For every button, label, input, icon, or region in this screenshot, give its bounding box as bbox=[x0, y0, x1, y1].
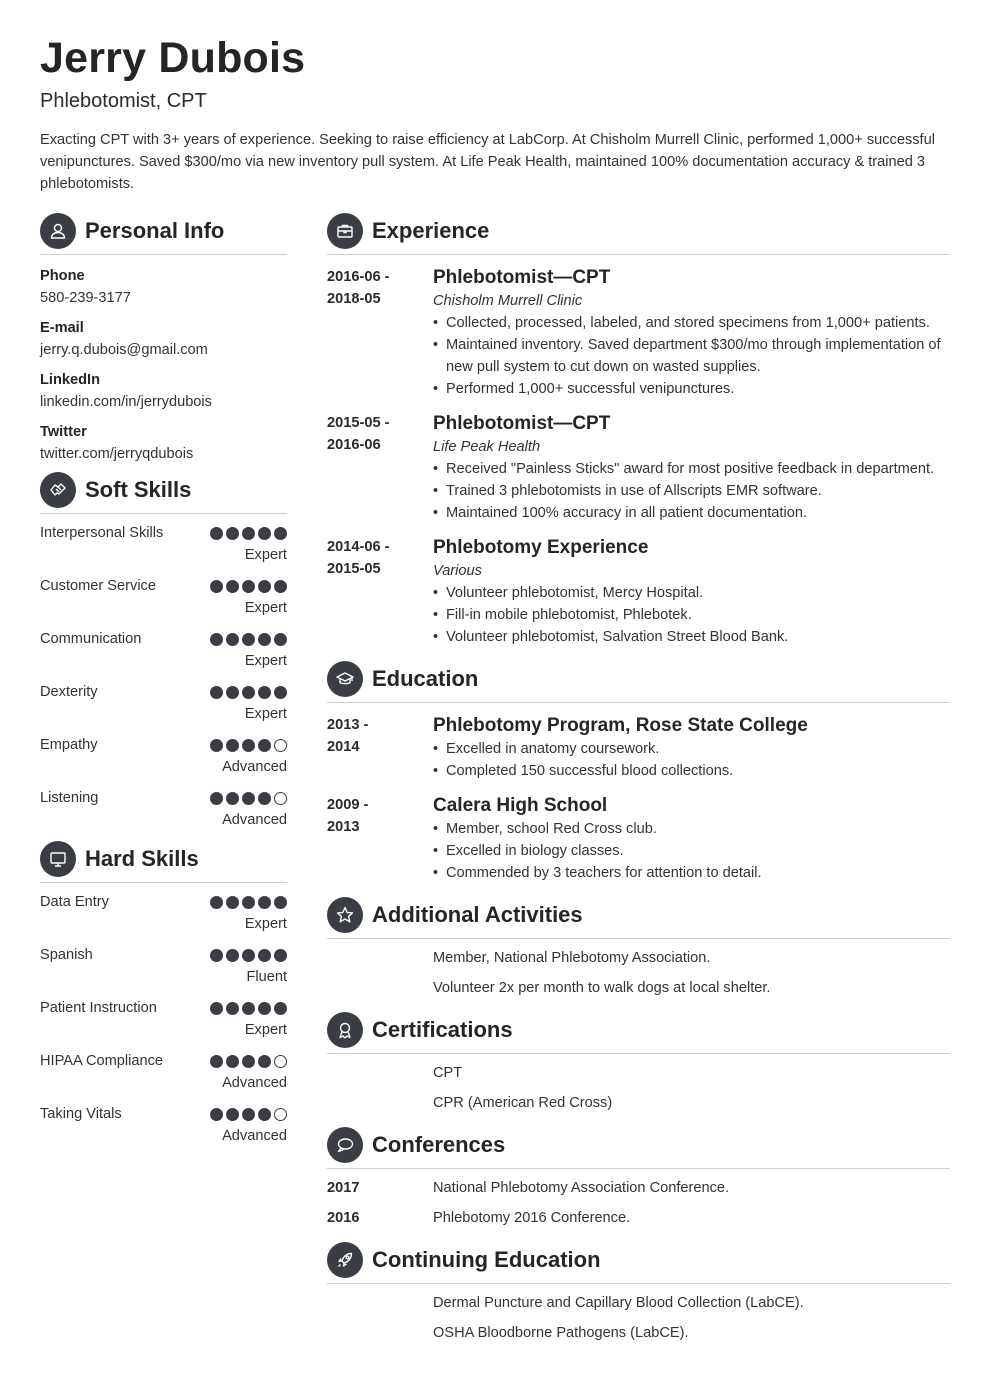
bullet-list bbox=[433, 312, 950, 400]
skill-item bbox=[40, 575, 287, 619]
filled-dot-icon bbox=[258, 739, 271, 752]
date-end: 2013 bbox=[327, 819, 360, 835]
skill-name: Listening bbox=[40, 790, 99, 806]
filled-dot-icon bbox=[258, 1055, 271, 1068]
filled-dot-icon bbox=[242, 1108, 255, 1121]
entry-organization: Life Peak Health bbox=[433, 439, 541, 455]
skill-item bbox=[40, 681, 287, 725]
education-header bbox=[327, 660, 950, 703]
skill-item bbox=[40, 997, 287, 1041]
experience-header bbox=[327, 212, 950, 255]
left-column bbox=[40, 212, 287, 1156]
conference-year: 2016 bbox=[327, 1210, 360, 1226]
filled-dot-icon bbox=[226, 792, 239, 805]
entry-title: Calera High School bbox=[433, 795, 608, 816]
continuing-education-title: Continuing Education bbox=[372, 1247, 601, 1272]
list-item bbox=[327, 1322, 950, 1344]
skill-level: Expert bbox=[244, 653, 287, 669]
conference-text: National Phlebotomy Association Conference. bbox=[433, 1180, 730, 1196]
activities-title: Additional Activities bbox=[372, 902, 583, 927]
skill-item bbox=[40, 628, 287, 672]
filled-dot-icon bbox=[210, 686, 223, 699]
conference-text: Phlebotomy 2016 Conference. bbox=[433, 1210, 631, 1226]
certifications-header bbox=[327, 1011, 950, 1054]
twitter-value: twitter.com/jerryqdubois bbox=[40, 446, 194, 462]
bullet-list bbox=[433, 818, 950, 884]
filled-dot-icon bbox=[274, 580, 287, 593]
skill-item bbox=[40, 1103, 287, 1147]
bullet-list bbox=[433, 738, 950, 782]
skill-level: Fluent bbox=[246, 969, 287, 985]
filled-dot-icon bbox=[226, 949, 239, 962]
skill-level: Expert bbox=[244, 547, 287, 563]
filled-dot-icon bbox=[210, 949, 223, 962]
entry-body bbox=[433, 536, 950, 648]
skill-item bbox=[40, 891, 287, 935]
empty-dot-icon bbox=[274, 739, 287, 752]
entry-body bbox=[433, 714, 950, 782]
activities-header bbox=[327, 896, 950, 939]
skill-rating bbox=[210, 739, 287, 752]
skill-name: Dexterity bbox=[40, 684, 98, 700]
filled-dot-icon bbox=[226, 896, 239, 909]
empty-dot-icon bbox=[274, 1055, 287, 1068]
skill-name: Taking Vitals bbox=[40, 1106, 122, 1122]
filled-dot-icon bbox=[242, 1055, 255, 1068]
empty-dot-icon bbox=[274, 1108, 287, 1121]
activities-list bbox=[327, 947, 950, 999]
certification-text: CPT bbox=[433, 1065, 463, 1081]
resume-name: Jerry Dubois bbox=[40, 34, 306, 82]
briefcase-icon bbox=[327, 213, 363, 249]
filled-dot-icon bbox=[242, 739, 255, 752]
list-item bbox=[327, 1207, 950, 1229]
filled-dot-icon bbox=[274, 686, 287, 699]
filled-dot-icon bbox=[242, 792, 255, 805]
filled-dot-icon bbox=[210, 527, 223, 540]
filled-dot-icon bbox=[258, 1002, 271, 1015]
filled-dot-icon bbox=[242, 1002, 255, 1015]
conferences-list bbox=[327, 1177, 950, 1229]
list-item bbox=[327, 1292, 950, 1314]
date-start: 2013 - bbox=[327, 717, 369, 733]
phone-label: Phone bbox=[40, 268, 85, 284]
education-list bbox=[327, 714, 950, 884]
filled-dot-icon bbox=[242, 527, 255, 540]
filled-dot-icon bbox=[226, 1055, 239, 1068]
skill-rating bbox=[210, 580, 287, 593]
monitor-icon bbox=[40, 841, 76, 877]
bullet-item: • Excelled in anatomy coursework. bbox=[433, 738, 950, 760]
filled-dot-icon bbox=[226, 580, 239, 593]
conference-year: 2017 bbox=[327, 1180, 360, 1196]
continuing-education-list bbox=[327, 1292, 950, 1344]
date-start: 2016-06 - bbox=[327, 269, 390, 285]
filled-dot-icon bbox=[258, 527, 271, 540]
linkedin-value: linkedin.com/in/jerrydubois bbox=[40, 394, 212, 410]
bullet-item: • Completed 150 successful blood collections. bbox=[433, 760, 950, 782]
soft-skills-header bbox=[40, 471, 287, 514]
certifications-list bbox=[327, 1062, 950, 1114]
skill-level: Expert bbox=[244, 916, 287, 932]
email-value: jerry.q.dubois@gmail.com bbox=[40, 342, 208, 358]
bullet-item: • Performed 1,000+ successful venipunctures. bbox=[433, 378, 950, 400]
date-end: 2018-05 bbox=[327, 291, 381, 307]
hard-skills-title: Hard Skills bbox=[85, 846, 199, 871]
filled-dot-icon bbox=[258, 686, 271, 699]
skill-name: Communication bbox=[40, 631, 142, 647]
skill-rating bbox=[210, 633, 287, 646]
skill-rating bbox=[210, 686, 287, 699]
skill-name: Spanish bbox=[40, 947, 93, 963]
hard-skills-header bbox=[40, 840, 287, 883]
filled-dot-icon bbox=[274, 527, 287, 540]
list-item bbox=[327, 1092, 950, 1114]
twitter-label: Twitter bbox=[40, 424, 87, 440]
soft-skills-title: Soft Skills bbox=[85, 477, 192, 502]
bullet-item: • Excelled in biology classes. bbox=[433, 840, 950, 862]
empty-dot-icon bbox=[274, 792, 287, 805]
bullet-list bbox=[433, 582, 950, 648]
star-icon bbox=[327, 897, 363, 933]
filled-dot-icon bbox=[226, 1108, 239, 1121]
experience-entry bbox=[327, 412, 950, 524]
experience-list bbox=[327, 266, 950, 648]
linkedin-label: LinkedIn bbox=[40, 372, 100, 388]
filled-dot-icon bbox=[274, 1002, 287, 1015]
personal-info-title: Personal Info bbox=[85, 218, 225, 243]
entry-organization: Chisholm Murrell Clinic bbox=[433, 293, 583, 309]
filled-dot-icon bbox=[274, 949, 287, 962]
filled-dot-icon bbox=[274, 633, 287, 646]
skill-name: Empathy bbox=[40, 737, 98, 753]
skill-level: Advanced bbox=[222, 759, 287, 775]
entry-body bbox=[433, 794, 950, 884]
skill-rating bbox=[210, 527, 287, 540]
continuing-education-header bbox=[327, 1241, 950, 1284]
filled-dot-icon bbox=[210, 792, 223, 805]
bullet-item: • Trained 3 phlebotomists in use of Allscripts EMR software. bbox=[433, 480, 950, 502]
education-entry bbox=[327, 714, 950, 782]
bullet-item: • Received "Painless Sticks" award for most positive feedback in department. bbox=[433, 458, 950, 480]
activity-text: Member, National Phlebotomy Association. bbox=[433, 950, 711, 966]
list-item bbox=[327, 977, 950, 999]
date-end: 2016-06 bbox=[327, 437, 381, 453]
date-start: 2015-05 - bbox=[327, 415, 390, 431]
hard-skills-list bbox=[40, 891, 287, 1147]
filled-dot-icon bbox=[226, 1002, 239, 1015]
date-range bbox=[327, 714, 433, 782]
skill-level: Advanced bbox=[222, 812, 287, 828]
bullet-item: • Volunteer phlebotomist, Salvation Street Blood Bank. bbox=[433, 626, 950, 648]
skill-item bbox=[40, 787, 287, 831]
phone-value: 580-239-3177 bbox=[40, 290, 131, 306]
bullet-item: • Maintained 100% accuracy in all patient documentation. bbox=[433, 502, 950, 524]
filled-dot-icon bbox=[210, 1055, 223, 1068]
filled-dot-icon bbox=[226, 739, 239, 752]
conferences-header bbox=[327, 1126, 950, 1169]
certifications-title: Certifications bbox=[372, 1017, 513, 1042]
skill-level: Advanced bbox=[222, 1128, 287, 1144]
experience-entry bbox=[327, 536, 950, 648]
filled-dot-icon bbox=[258, 1108, 271, 1121]
education-title: Education bbox=[372, 666, 479, 691]
filled-dot-icon bbox=[242, 896, 255, 909]
date-range bbox=[327, 536, 433, 648]
personal-info-header bbox=[40, 212, 287, 255]
filled-dot-icon bbox=[242, 633, 255, 646]
rocket-icon bbox=[327, 1242, 363, 1278]
filled-dot-icon bbox=[258, 792, 271, 805]
conferences-title: Conferences bbox=[372, 1132, 506, 1157]
filled-dot-icon bbox=[210, 896, 223, 909]
skill-name: Interpersonal Skills bbox=[40, 525, 164, 541]
bullet-item: • Member, school Red Cross club. bbox=[433, 818, 950, 840]
filled-dot-icon bbox=[210, 633, 223, 646]
person-icon bbox=[40, 213, 76, 249]
date-end: 2014 bbox=[327, 739, 360, 755]
bullet-item: • Volunteer phlebotomist, Mercy Hospital. bbox=[433, 582, 950, 604]
personal-info-list bbox=[40, 265, 287, 465]
filled-dot-icon bbox=[210, 580, 223, 593]
experience-entry bbox=[327, 266, 950, 400]
resume-job-title: Phlebotomist, CPT bbox=[40, 90, 207, 112]
filled-dot-icon bbox=[210, 1002, 223, 1015]
skill-item bbox=[40, 522, 287, 566]
filled-dot-icon bbox=[242, 949, 255, 962]
course-text: Dermal Puncture and Capillary Blood Collection (LabCE). bbox=[433, 1295, 804, 1311]
date-range bbox=[327, 412, 433, 524]
skill-name: Patient Instruction bbox=[40, 1000, 157, 1016]
filled-dot-icon bbox=[258, 633, 271, 646]
entry-title: Phlebotomy Program, Rose State College bbox=[433, 715, 808, 736]
filled-dot-icon bbox=[242, 580, 255, 593]
filled-dot-icon bbox=[258, 580, 271, 593]
skill-rating bbox=[210, 896, 287, 909]
filled-dot-icon bbox=[210, 739, 223, 752]
skill-rating bbox=[210, 949, 287, 962]
skill-item bbox=[40, 944, 287, 988]
skill-name: Data Entry bbox=[40, 894, 109, 910]
speech-bubble-icon bbox=[327, 1127, 363, 1163]
skill-name: Customer Service bbox=[40, 578, 156, 594]
soft-skills-list bbox=[40, 522, 287, 831]
filled-dot-icon bbox=[258, 896, 271, 909]
skill-name: HIPAA Compliance bbox=[40, 1053, 164, 1069]
skill-rating bbox=[210, 1108, 287, 1121]
filled-dot-icon bbox=[242, 686, 255, 699]
email-label: E-mail bbox=[40, 320, 84, 336]
filled-dot-icon bbox=[226, 686, 239, 699]
entry-title: Phlebotomist—CPT bbox=[433, 413, 611, 434]
entry-body bbox=[433, 266, 950, 400]
award-icon bbox=[327, 1012, 363, 1048]
handshake-icon bbox=[40, 472, 76, 508]
list-item bbox=[327, 1062, 950, 1084]
date-end: 2015-05 bbox=[327, 561, 381, 577]
skill-level: Expert bbox=[244, 1022, 287, 1038]
bullet-item: • Collected, processed, labeled, and stored specimens from 1,000+ patients. bbox=[433, 312, 950, 334]
date-start: 2014-06 - bbox=[327, 539, 390, 555]
bullet-item: • Maintained inventory. Saved department $300/mo through implementation of new pull system to cut down on wasted supplies. bbox=[433, 334, 950, 378]
graduation-cap-icon bbox=[327, 661, 363, 697]
experience-title: Experience bbox=[372, 218, 490, 243]
entry-organization: Various bbox=[433, 563, 482, 579]
filled-dot-icon bbox=[226, 633, 239, 646]
bullet-item: • Commended by 3 teachers for attention to detail. bbox=[433, 862, 950, 884]
skill-item bbox=[40, 1050, 287, 1094]
filled-dot-icon bbox=[274, 896, 287, 909]
course-text: OSHA Bloodborne Pathogens (LabCE). bbox=[433, 1325, 689, 1341]
filled-dot-icon bbox=[258, 949, 271, 962]
list-item bbox=[327, 1177, 950, 1199]
skill-rating bbox=[210, 792, 287, 805]
bullet-list bbox=[433, 458, 950, 524]
skill-level: Expert bbox=[244, 706, 287, 722]
resume-summary: Exacting CPT with 3+ years of experience. Seeking to raise efficiency at LabCorp. At Chisholm Murrell Clinic, performed 1,000+ successful venipunctures. Saved $300/mo via new inventory pull system. At Life Peak Health, maintained 100% documentation accuracy & trained 3 phlebotomists. bbox=[40, 132, 935, 192]
date-start: 2009 - bbox=[327, 797, 369, 813]
education-entry bbox=[327, 794, 950, 884]
date-range bbox=[327, 266, 433, 400]
date-range bbox=[327, 794, 433, 884]
right-column bbox=[327, 212, 950, 1344]
skill-level: Advanced bbox=[222, 1075, 287, 1091]
filled-dot-icon bbox=[210, 1108, 223, 1121]
filled-dot-icon bbox=[226, 527, 239, 540]
activity-text: Volunteer 2x per month to walk dogs at local shelter. bbox=[433, 980, 771, 996]
bullet-item: • Fill-in mobile phlebotomist, Phlebotek. bbox=[433, 604, 950, 626]
skill-level: Expert bbox=[244, 600, 287, 616]
skill-rating bbox=[210, 1002, 287, 1015]
skill-rating bbox=[210, 1055, 287, 1068]
skill-item bbox=[40, 734, 287, 778]
entry-body bbox=[433, 412, 950, 524]
list-item bbox=[327, 947, 950, 969]
entry-title: Phlebotomist—CPT bbox=[433, 267, 611, 288]
certification-text: CPR (American Red Cross) bbox=[433, 1095, 613, 1111]
entry-title: Phlebotomy Experience bbox=[433, 537, 649, 558]
